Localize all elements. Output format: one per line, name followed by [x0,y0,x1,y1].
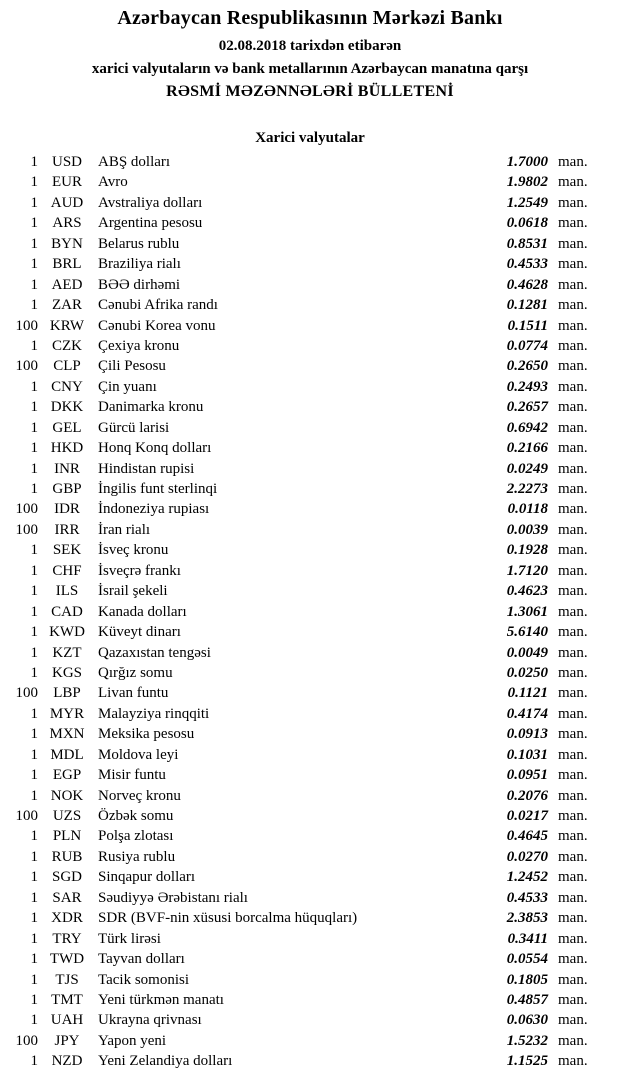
currency-name: Argentina pesosu [98,215,203,232]
unit-label: man. [558,1053,588,1070]
currency-code: SAR [52,889,82,906]
rate-value: 0.0249 [506,460,548,477]
unit-label: man. [558,705,588,722]
currency-row [0,765,620,785]
currency-code: USD [51,154,82,170]
currency-code: BRL [52,256,82,273]
unit-label: man. [558,869,588,886]
currency-row [0,908,620,928]
currency-code: NOK [50,787,84,804]
currency-row [0,683,620,703]
currency-name: Gürcü larisi [98,419,170,436]
currency-quantity: 100 [15,685,38,702]
unit-label: man. [558,889,588,906]
currency-name: Moldova leyi [98,746,179,763]
currency-quantity: 1 [30,869,38,886]
currency-row [0,663,620,683]
rate-value: 0.0951 [506,767,548,784]
currency-code: CHF [52,562,82,579]
currency-row [0,520,620,540]
rate-value: 0.0554 [506,951,548,968]
unit-label: man. [558,951,588,968]
currency-row [0,704,620,724]
currency-name: BƏƏ dirhəmi [98,276,181,293]
currency-name: Cənubi Korea vonu [98,317,216,334]
currency-row [0,316,620,336]
currency-row [0,193,620,213]
rate-value: 1.5232 [506,1032,548,1049]
rate-value: 0.4533 [506,889,548,906]
currency-row [0,847,620,867]
rate-value: 0.1928 [506,542,548,559]
rate-value: 0.1805 [506,971,548,988]
currency-code: UZS [52,808,82,824]
currency-quantity: 1 [30,828,38,845]
currency-code: GEL [52,419,82,436]
currency-code: IDR [54,501,80,518]
currency-quantity: 1 [30,910,38,927]
rate-value: 0.2493 [506,378,548,395]
currency-name: Polşa zlotası [98,828,174,845]
unit-label: man. [558,583,588,600]
effective-date-line: 02.08.2018 tarixdən etibarən [218,38,402,54]
currency-name: İngilis funt sterlinqi [98,481,218,497]
currency-row [0,275,620,295]
currency-name: Yapon yeni [98,1032,167,1049]
currency-code: CLP [53,358,81,375]
currency-code: EUR [52,174,82,191]
currency-code: KRW [49,317,85,334]
currency-row [0,356,620,376]
unit-label: man. [558,154,588,170]
rate-value: 0.1511 [507,317,548,334]
currency-code: ARS [52,215,82,232]
currency-name: Yeni türkmən manatı [98,991,224,1008]
currency-code: SEK [52,542,82,559]
unit-label: man. [558,644,588,661]
currency-quantity: 1 [30,624,38,641]
currency-row [0,377,620,397]
currency-row [0,254,620,274]
rate-value: 0.0217 [506,808,548,824]
rate-value: 1.2452 [506,869,548,886]
unit-label: man. [558,521,588,538]
currency-name: Norveç kronu [98,787,181,804]
unit-label: man. [558,808,588,824]
unit-label: man. [558,317,588,334]
rate-value: 0.2650 [506,358,548,375]
currency-name: Avro [98,174,128,191]
rate-value: 0.0039 [506,521,548,538]
currency-quantity: 1 [30,767,38,784]
currency-row [0,1031,620,1051]
unit-label: man. [558,746,588,763]
rate-value: 2.3853 [506,910,548,927]
currency-quantity: 1 [30,215,38,232]
currency-quantity: 100 [15,317,38,334]
currency-code: INR [54,460,80,477]
currency-quantity: 1 [30,889,38,906]
unit-label: man. [558,562,588,579]
currency-quantity: 100 [15,521,38,538]
currency-row [0,581,620,601]
rate-value: 1.7120 [506,562,548,579]
currency-name: Çili Pesosu [98,358,166,375]
currency-row [0,397,620,417]
currency-row [0,336,620,356]
currency-quantity: 1 [30,378,38,395]
rate-value: 0.8531 [506,235,548,252]
currency-quantity: 1 [30,235,38,252]
currency-quantity: 1 [30,1012,38,1029]
unit-label: man. [558,910,588,927]
currency-name: Qırğız somu [98,664,173,681]
unit-label: man. [558,440,588,457]
currency-quantity: 1 [30,399,38,416]
currency-row [0,213,620,233]
currency-name: Çin yuanı [98,378,157,395]
unit-label: man. [558,991,588,1008]
unit-label: man. [558,460,588,477]
unit-label: man. [558,603,588,620]
currency-code: KGS [51,664,82,681]
unit-label: man. [558,419,588,436]
unit-label: man. [558,828,588,845]
currency-row [0,295,620,315]
currency-quantity: 1 [30,440,38,457]
currency-code: MYR [49,705,85,722]
currency-quantity: 1 [30,664,38,681]
unit-label: man. [558,337,588,354]
rate-value: 0.3411 [507,930,548,947]
currency-quantity: 1 [30,746,38,763]
rate-value: 0.0049 [506,644,548,661]
unit-label: man. [558,174,588,191]
currency-code: TRY [52,930,82,947]
currency-row [0,499,620,519]
currency-quantity: 1 [30,154,38,170]
currency-code: MXN [49,726,85,743]
currency-quantity: 1 [30,562,38,579]
currency-code: IRR [54,521,80,538]
currency-quantity: 1 [30,705,38,722]
currency-name: Misir funtu [98,767,166,784]
currency-row [0,826,620,846]
currency-code: RUB [51,848,83,865]
unit-label: man. [558,378,588,395]
currency-code: EGP [52,767,82,784]
bulletin-header [0,0,620,101]
currency-quantity: 100 [15,358,38,375]
currency-quantity: 1 [30,542,38,559]
currency-code: AUD [50,194,84,211]
unit-label: man. [558,358,588,375]
currency-quantity: 1 [30,726,38,743]
currency-code: GBP [52,481,82,497]
currency-quantity: 1 [30,644,38,661]
currency-name: İsrail şekeli [98,583,168,600]
currency-quantity: 1 [30,991,38,1008]
currency-quantity: 1 [30,256,38,273]
rate-value: 0.0630 [506,1012,548,1029]
rate-value: 0.0618 [506,215,548,232]
rate-value: 1.3061 [506,603,548,620]
currency-name: Ukrayna qrivnası [98,1012,202,1029]
currency-code: ZAR [52,297,82,314]
rate-value: 0.1281 [506,297,548,314]
currency-quantity: 1 [30,930,38,947]
currency-row [0,152,620,172]
currency-row [0,724,620,744]
rate-value: 0.4533 [506,256,548,273]
currency-row [0,479,620,499]
unit-label: man. [558,664,588,681]
currency-name: Malayziya rinqqiti [98,705,210,722]
currency-row [0,949,620,969]
currency-name: Tacik somonisi [98,971,190,988]
currency-code: UAH [50,1012,84,1029]
currency-code: HKD [50,440,84,457]
currency-row [0,867,620,887]
currency-code: BYN [51,235,83,252]
currency-quantity: 1 [30,460,38,477]
currency-name: Sinqapur dolları [98,869,196,886]
currency-name: Belarus rublu [98,235,180,252]
currency-row [0,786,620,806]
unit-label: man. [558,399,588,416]
unit-label: man. [558,542,588,559]
unit-label: man. [558,256,588,273]
currency-quantity: 1 [30,971,38,988]
currency-name: ABŞ dolları [98,154,171,170]
currency-row [0,929,620,949]
currency-name: Qazaxıstan tengəsi [98,644,211,661]
unit-label: man. [558,685,588,702]
currency-quantity: 1 [30,194,38,211]
currency-code: PLN [52,828,82,845]
rate-value: 0.0250 [506,664,548,681]
currency-quantity: 1 [30,481,38,497]
currency-name: Cənubi Afrika randı [98,297,218,314]
currency-row [0,970,620,990]
unit-label: man. [558,1012,588,1029]
currency-name: Səudiyyə Ərəbistanı rialı [98,889,248,906]
currency-code: TMT [51,991,83,1008]
currency-code: DKK [50,399,84,416]
rate-value: 0.0270 [506,848,548,865]
currency-name: Tayvan dolları [98,951,185,968]
unit-label: man. [558,481,588,497]
currency-row [0,1051,620,1071]
currency-quantity: 1 [30,276,38,293]
currency-name: Meksika pesosu [98,726,195,743]
unit-label: man. [558,767,588,784]
unit-label: man. [558,930,588,947]
currency-row [0,561,620,581]
currency-name: Livan funtu [98,685,169,702]
rate-value: 1.7000 [506,154,548,170]
currency-code: CZK [52,337,82,354]
rate-value: 2.2273 [506,481,548,497]
rate-value: 0.4628 [506,276,548,293]
subject-line: xarici valyutaların və bank metallarının Azərbaycan manatına qarşı [91,61,529,77]
currency-name: Danimarka kronu [98,399,204,416]
rate-value: 0.4174 [506,705,548,722]
currency-row [0,459,620,479]
rate-value: 0.1031 [506,746,548,763]
currency-quantity: 1 [30,603,38,620]
currency-quantity: 1 [30,297,38,314]
currency-code: TJS [55,971,79,988]
currency-quantity: 1 [30,951,38,968]
currency-quantity: 1 [30,583,38,600]
rate-value: 0.6942 [506,419,548,436]
unit-label: man. [558,215,588,232]
bank-title: Azərbaycan Respublikasının Mərkəzi Bankı [117,7,503,29]
currency-quantity: 1 [30,848,38,865]
unit-label: man. [558,276,588,293]
bulletin-title: RƏSMİ MƏZƏNNƏLƏRİ BÜLLETENİ [166,83,454,100]
unit-label: man. [558,194,588,211]
currency-name: İsveçrə frankı [98,562,181,579]
currency-row [0,888,620,908]
currency-row [0,540,620,560]
rate-value: 0.2657 [506,399,548,416]
rate-value: 1.2549 [506,194,548,211]
currency-quantity: 100 [15,501,38,518]
rate-value: 1.9802 [506,174,548,191]
currency-name: Hindistan rupisi [98,460,195,477]
currency-row [0,622,620,642]
currency-quantity: 1 [30,1053,38,1070]
currency-quantity: 100 [15,808,38,824]
currency-row [0,602,620,622]
currency-name: Avstraliya dolları [98,194,203,211]
currency-code: NZD [51,1053,83,1070]
rate-value: 0.2076 [506,787,548,804]
currency-name: Türk lirəsi [98,930,161,947]
currency-code: JPY [54,1032,80,1049]
currency-name: Honq Konq dolları [98,440,212,457]
currency-code: SGD [51,869,82,886]
currency-name: Yeni Zelandiya dolları [98,1053,233,1070]
rate-value: 1.1525 [506,1053,548,1070]
currency-code: MDL [50,746,84,763]
unit-label: man. [558,848,588,865]
currency-row [0,745,620,765]
currency-row [0,172,620,192]
rate-value: 0.1121 [507,685,548,702]
rate-value: 0.4623 [506,583,548,600]
unit-label: man. [558,624,588,641]
rate-value: 0.0774 [506,337,548,354]
rate-value: 0.0118 [507,501,548,518]
currency-row [0,234,620,254]
section-title-foreign-currencies: Xarici valyutalar [255,130,365,146]
unit-label: man. [558,1032,588,1049]
currency-code: XDR [51,910,83,927]
currency-name: Özbək somu [98,808,174,824]
currency-code: KZT [52,644,82,661]
currency-name: İran rialı [98,521,151,538]
currency-name: Kanada dolları [98,603,187,620]
currency-row [0,418,620,438]
unit-label: man. [558,297,588,314]
currency-row [0,1010,620,1030]
currency-name: SDR (BVF-nin xüsusi borcalma hüquqları) [98,910,358,927]
currency-code: KWD [49,624,85,641]
currency-name: İndoneziya rupiası [98,501,210,518]
currency-rates-table [0,152,620,1072]
currency-row [0,990,620,1010]
unit-label: man. [558,787,588,804]
unit-label: man. [558,726,588,743]
currency-code: LBP [53,685,81,702]
currency-row [0,438,620,458]
currency-quantity: 1 [30,174,38,191]
unit-label: man. [558,971,588,988]
rate-value: 5.6140 [506,624,548,641]
currency-quantity: 100 [15,1032,38,1049]
currency-name: Küveyt dinarı [98,624,181,641]
rate-value: 0.4645 [506,828,548,845]
currency-name: İsveç kronu [98,542,169,559]
currency-row [0,806,620,826]
currency-code: CNY [51,378,83,395]
currency-code: TWD [49,951,85,968]
currency-name: Çexiya kronu [98,337,180,354]
currency-code: CAD [51,603,83,620]
currency-name: Braziliya rialı [98,256,181,273]
rate-value: 0.0913 [506,726,548,743]
unit-label: man. [558,501,588,518]
rate-value: 0.2166 [506,440,548,457]
currency-quantity: 1 [30,787,38,804]
currency-name: Rusiya rublu [98,848,176,865]
currency-quantity: 1 [30,419,38,436]
unit-label: man. [558,235,588,252]
currency-row [0,643,620,663]
rate-value: 0.4857 [506,991,548,1008]
currency-code: AED [51,276,83,293]
currency-code: ILS [55,583,79,600]
currency-quantity: 1 [30,337,38,354]
